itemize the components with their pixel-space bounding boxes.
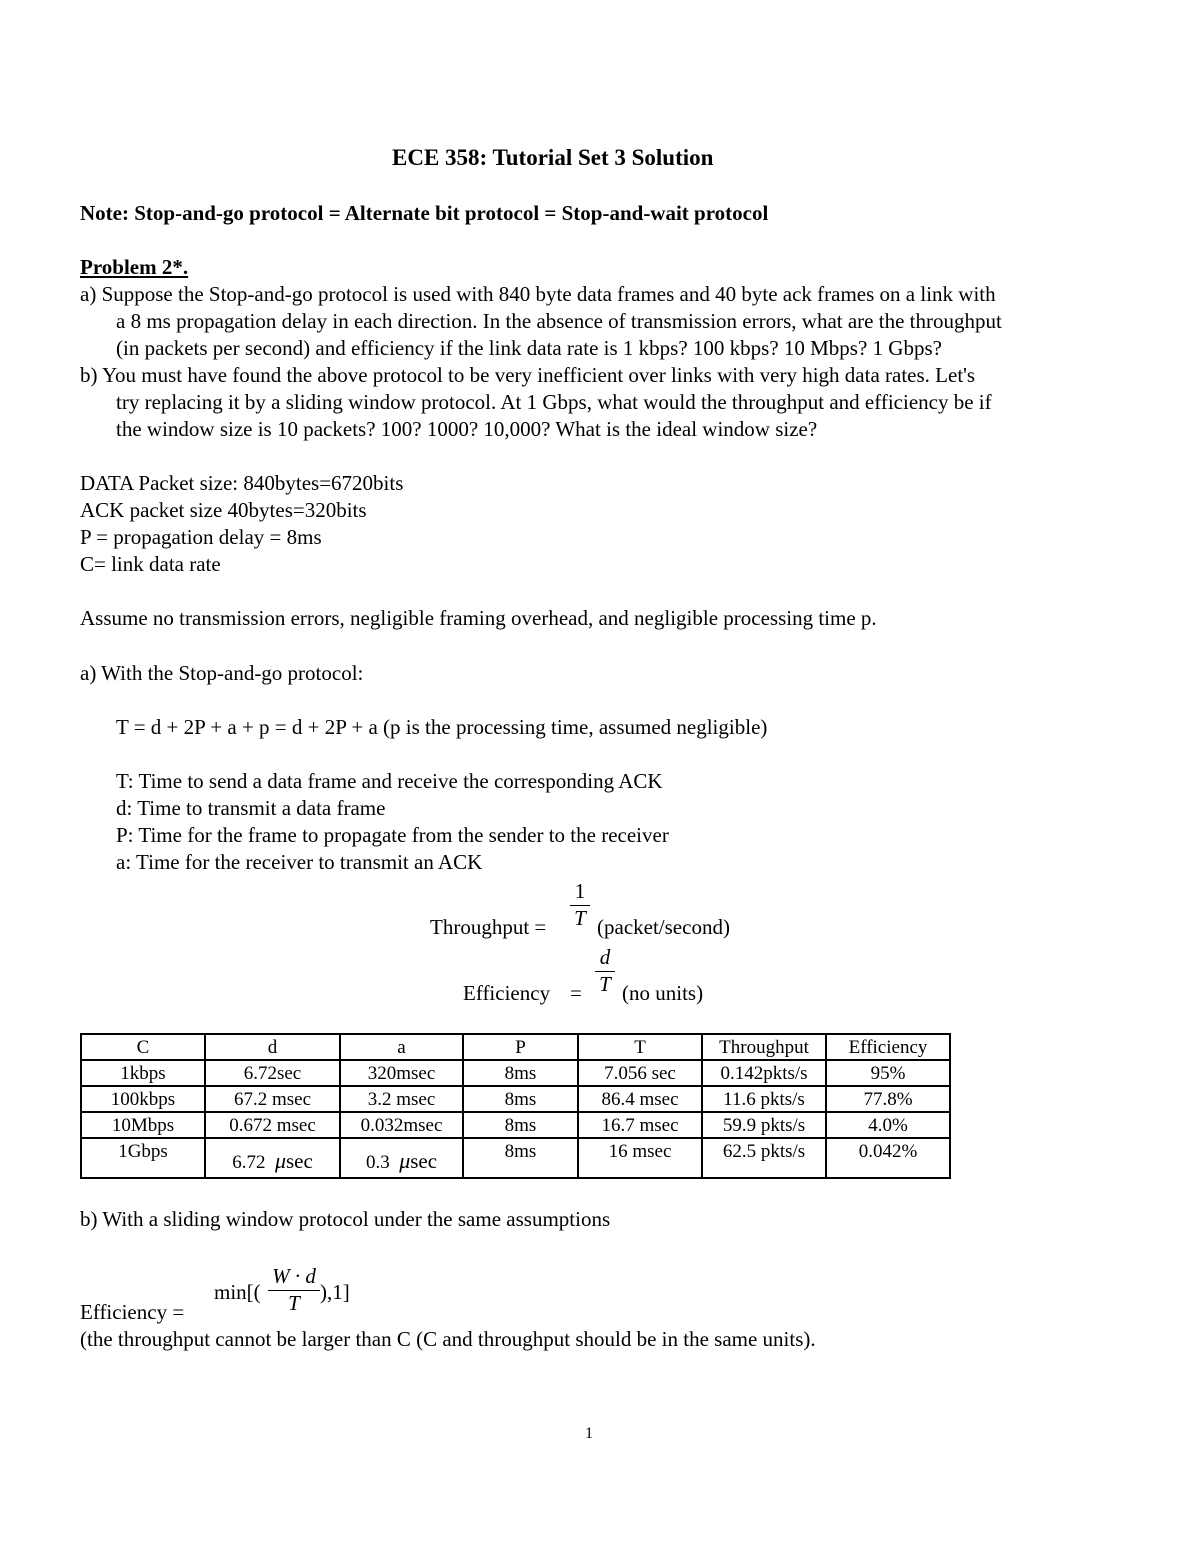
efficiency-equals: = — [570, 981, 582, 1005]
table-row — [81, 1138, 950, 1178]
table-cell: 59.9 pkts/s — [702, 1112, 826, 1138]
table-row — [81, 1112, 950, 1138]
table-cell: 86.4 msec — [578, 1086, 702, 1112]
a-unit: sec — [410, 1149, 438, 1173]
header-cell: d — [205, 1034, 340, 1060]
throughput-label: Throughput = — [430, 915, 547, 939]
question-b-line-3: the window size is 10 packets? 100? 1000? 10,000? What is the ideal window size? — [116, 417, 818, 441]
throughput-fraction — [570, 881, 590, 929]
table-cell-d-1gbps — [205, 1138, 340, 1178]
table-cell: 8ms — [463, 1086, 578, 1112]
definition-link-rate: C= link data rate — [80, 552, 221, 576]
results-table — [80, 1033, 951, 1179]
round-trip-formula: T = d + 2P + a + p = d + 2P + a (p is the processing time, assumed negligible) — [116, 715, 768, 739]
min-close: ),1] — [320, 1280, 350, 1304]
table-cell: 100kbps — [81, 1086, 205, 1112]
throughput-unit: (packet/second) — [597, 915, 730, 939]
table-cell: 95% — [826, 1060, 950, 1086]
efficiency-numerator: d — [599, 945, 611, 969]
throughput-numerator: 1 — [574, 879, 586, 903]
header-cell: C — [81, 1034, 205, 1060]
solution-b-label: b) With a sliding window protocol under the same assumptions — [80, 1207, 611, 1231]
definition-data-size: DATA Packet size: 840bytes=6720bits — [80, 471, 404, 495]
problem-heading: Problem 2*. — [80, 255, 189, 279]
d-unit: sec — [285, 1149, 313, 1173]
question-a-line-3: (in packets per second) and efficiency if the link data rate is 1 kbps? 100 kbps? 10 Mbps? 1 Gbps? — [116, 336, 942, 360]
window-denominator: T — [288, 1291, 300, 1315]
table-cell: 1kbps — [81, 1060, 205, 1086]
question-a-line-2: a 8 ms propagation delay in each direction. In the absence of transmission errors, what are the throughput — [116, 309, 1002, 333]
table-cell: 8ms — [463, 1112, 578, 1138]
table-cell: 7.056 sec — [578, 1060, 702, 1086]
definition-propagation: P = propagation delay = 8ms — [80, 525, 322, 549]
page-number: 1 — [585, 1425, 593, 1442]
table-cell: 0.672 msec — [205, 1112, 340, 1138]
table-cell: 8ms — [463, 1138, 578, 1178]
table-cell: 16 msec — [578, 1138, 702, 1178]
table-cell: 0.142pkts/s — [702, 1060, 826, 1086]
table-row — [81, 1086, 950, 1112]
mu-symbol: μ — [399, 1148, 411, 1173]
solution-a-label: a) With the Stop-and-go protocol: — [80, 661, 364, 685]
table-row — [81, 1060, 950, 1086]
table-cell: 11.6 pkts/s — [702, 1086, 826, 1112]
efficiency-denominator: T — [599, 972, 611, 996]
mu-symbol: μ — [274, 1148, 286, 1173]
table-cell: 77.8% — [826, 1086, 950, 1112]
header-cell: P — [463, 1034, 578, 1060]
table-cell: 0.032msec — [340, 1112, 463, 1138]
throughput-denominator: T — [574, 906, 586, 930]
question-a-line-1: a) Suppose the Stop-and-go protocol is used with 840 byte data frames and 40 byte ack frames on a link with — [80, 282, 996, 306]
term-d: d: Time to transmit a data frame — [116, 796, 386, 820]
efficiency-label: Efficiency — [463, 981, 551, 1005]
table-cell: 62.5 pkts/s — [702, 1138, 826, 1178]
table-cell: 8ms — [463, 1060, 578, 1086]
header-cell: Efficiency — [826, 1034, 950, 1060]
definition-ack-size: ACK packet size 40bytes=320bits — [80, 498, 367, 522]
table-cell: 320msec — [340, 1060, 463, 1086]
table-cell: 3.2 msec — [340, 1086, 463, 1112]
efficiency-fraction — [595, 947, 615, 995]
min-open: min[( — [214, 1280, 261, 1304]
question-b-line-1: b) You must have found the above protocol to be very inefficient over links with very high data rates. Let's — [80, 363, 976, 387]
window-efficiency-fraction — [268, 1266, 320, 1314]
table-cell: 16.7 msec — [578, 1112, 702, 1138]
header-cell: T — [578, 1034, 702, 1060]
term-a: a: Time for the receiver to transmit an ACK — [116, 850, 483, 874]
d-value: 6.72 — [232, 1152, 266, 1173]
assumption-text: Assume no transmission errors, negligible framing overhead, and negligible processing time p. — [80, 606, 877, 630]
protocol-note: Note: Stop-and-go protocol = Alternate bit protocol = Stop-and-wait protocol — [80, 201, 769, 225]
throughput-constraint-note: (the throughput cannot be larger than C (C and throughput should be in the same units). — [80, 1327, 816, 1351]
table-header-row — [81, 1034, 950, 1060]
table-cell: 4.0% — [826, 1112, 950, 1138]
window-numerator: W · d — [272, 1264, 316, 1288]
table-cell: 67.2 msec — [205, 1086, 340, 1112]
table-cell-a-1gbps — [340, 1138, 463, 1178]
a-value: 0.3 — [365, 1152, 390, 1173]
table-cell: 10Mbps — [81, 1112, 205, 1138]
window-efficiency-label: Efficiency = — [80, 1300, 185, 1324]
table-cell: 1Gbps — [81, 1138, 205, 1178]
table-cell: 0.042% — [826, 1138, 950, 1178]
efficiency-unit: (no units) — [622, 981, 704, 1005]
term-P: P: Time for the frame to propagate from the sender to the receiver — [116, 823, 669, 847]
term-T: T: Time to send a data frame and receive the corresponding ACK — [116, 769, 663, 793]
header-cell: a — [340, 1034, 463, 1060]
question-b-line-2: try replacing it by a sliding window protocol. At 1 Gbps, what would the throughput and efficiency be if — [116, 390, 992, 414]
page-title: ECE 358: Tutorial Set 3 Solution — [392, 145, 714, 170]
table-cell: 6.72sec — [205, 1060, 340, 1086]
header-cell: Throughput — [702, 1034, 826, 1060]
